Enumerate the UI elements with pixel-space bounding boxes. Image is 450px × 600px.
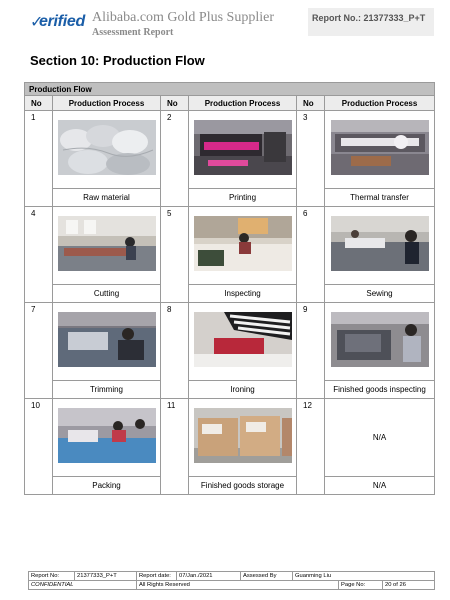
header-process: Production Process — [325, 96, 435, 111]
step-number: 5 — [161, 207, 189, 303]
supplier-title: Alibaba.com Gold Plus Supplier — [92, 10, 274, 25]
step-photo-cell — [325, 207, 435, 285]
packing-photo — [58, 408, 156, 463]
table-row — [25, 399, 435, 477]
footer-confidential: CONFIDENTIAL — [29, 581, 137, 590]
step-label: Thermal transfer — [325, 189, 435, 207]
footer-assessed-label: Assessed By — [241, 572, 293, 581]
table-caption: Production Flow — [25, 83, 435, 96]
step-photo-cell — [189, 111, 297, 189]
footer-row — [29, 581, 435, 590]
raw-material-photo — [58, 120, 156, 175]
trimming-photo — [58, 312, 156, 367]
table-row — [25, 303, 435, 381]
sewing-photo — [331, 216, 429, 271]
footer-date-label: Report date: — [137, 572, 177, 581]
report-number: Report No.: 21377333_P+T — [312, 13, 426, 23]
inspecting-photo — [194, 216, 292, 271]
step-number: 7 — [25, 303, 53, 399]
step-label: Ironing — [189, 381, 297, 399]
header-process: Production Process — [53, 96, 161, 111]
footer-report-no: 21377333_P+T — [75, 572, 137, 581]
step-photo-cell-empty: N/A — [325, 399, 435, 477]
step-label: Sewing — [325, 285, 435, 303]
footer-row — [29, 572, 435, 581]
verified-logo: erified — [39, 13, 85, 30]
table-row — [25, 207, 435, 285]
page-footer — [28, 571, 435, 590]
table-row — [25, 477, 435, 495]
step-photo-cell — [53, 399, 161, 477]
header-process: Production Process — [189, 96, 297, 111]
step-label: Printing — [189, 189, 297, 207]
step-label: Trimming — [53, 381, 161, 399]
step-label: Packing — [53, 477, 161, 495]
verified-check-icon: ✓ — [30, 12, 44, 31]
table-row — [25, 111, 435, 189]
header-no: No — [25, 96, 53, 111]
production-flow-table — [24, 82, 435, 495]
ironing-photo — [194, 312, 292, 367]
footer-page-label: Page No: — [339, 581, 383, 590]
step-label: Cutting — [53, 285, 161, 303]
step-number: 10 — [25, 399, 53, 495]
step-number: 2 — [161, 111, 189, 207]
cutting-photo — [58, 216, 156, 271]
table-header-row — [25, 96, 435, 111]
footer-date: 07/Jan./2021 — [177, 572, 241, 581]
table-row — [25, 189, 435, 207]
step-number: 6 — [297, 207, 325, 303]
thermal-transfer-photo — [331, 120, 429, 175]
step-number: 12 — [297, 399, 325, 495]
table-caption-row — [25, 83, 435, 96]
footer-report-label: Report No: — [29, 572, 75, 581]
step-number: 4 — [25, 207, 53, 303]
report-subtitle: Assessment Report — [92, 27, 174, 38]
step-label: Finished goods inspecting — [325, 381, 435, 399]
step-photo-cell — [325, 111, 435, 189]
step-photo-cell — [53, 207, 161, 285]
step-photo-cell — [189, 207, 297, 285]
step-label: N/A — [325, 477, 435, 495]
table-row — [25, 381, 435, 399]
step-photo-cell — [325, 303, 435, 381]
header-no: No — [161, 96, 189, 111]
finished-goods-storage-photo — [194, 408, 292, 463]
step-number: 8 — [161, 303, 189, 399]
step-number: 3 — [297, 111, 325, 207]
printing-photo — [194, 120, 292, 175]
step-number: 11 — [161, 399, 189, 495]
header-no: No — [297, 96, 325, 111]
step-label: Finished goods storage — [189, 477, 297, 495]
table-row — [25, 285, 435, 303]
step-photo-cell — [189, 399, 297, 477]
step-number: 9 — [297, 303, 325, 399]
finished-goods-inspecting-photo — [331, 312, 429, 367]
section-title: Section 10: Production Flow — [30, 53, 205, 68]
step-photo-cell — [189, 303, 297, 381]
footer-page-number: 20 of 26 — [383, 581, 435, 590]
footer-rights: All Rights Reserved — [137, 581, 339, 590]
step-label: Inspecting — [189, 285, 297, 303]
step-label: Raw material — [53, 189, 161, 207]
footer-assessor: Guanming Liu — [293, 572, 435, 581]
step-number: 1 — [25, 111, 53, 207]
step-photo-cell — [53, 303, 161, 381]
step-photo-cell — [53, 111, 161, 189]
